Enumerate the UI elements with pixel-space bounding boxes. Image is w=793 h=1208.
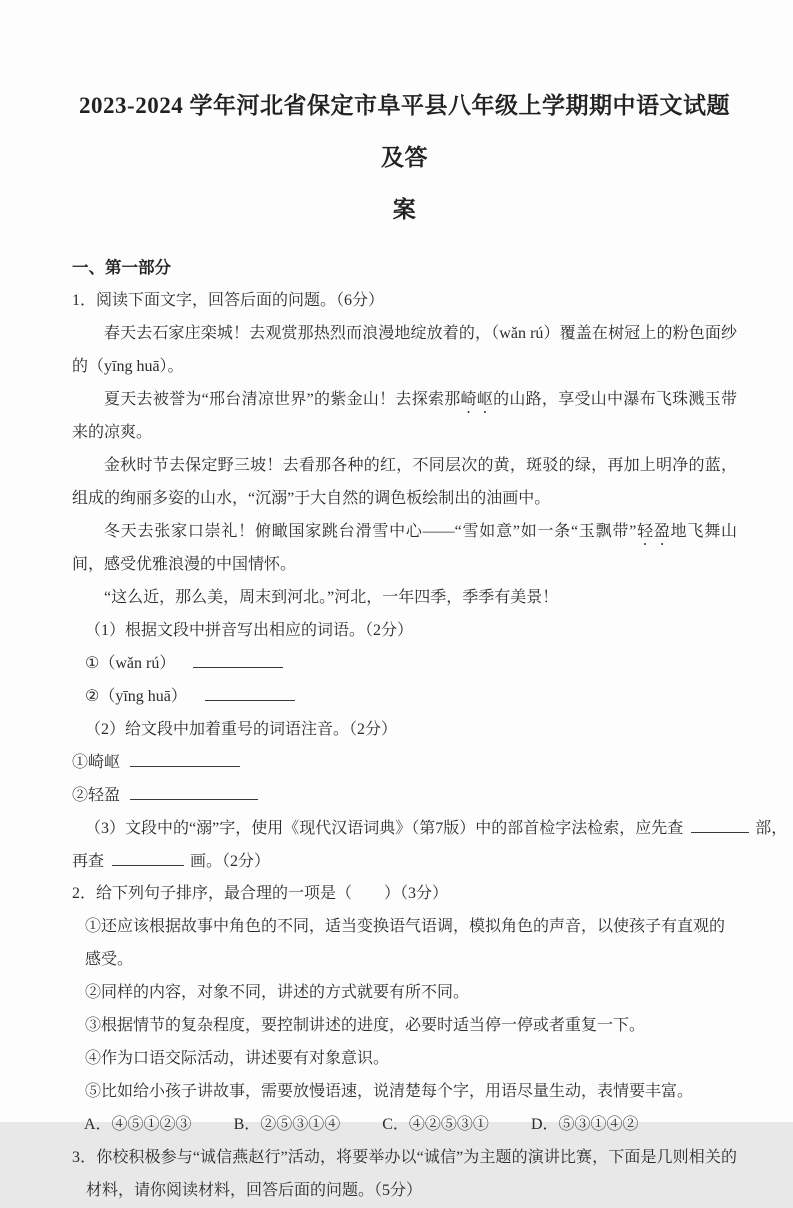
title-line-1: 2023-2024 学年河北省保定市阜平县八年级上学期期中语文试题及答 bbox=[79, 93, 730, 170]
q1-sub2-label: （2）给文段中加着重号的词语注音。（2分） bbox=[85, 720, 398, 738]
q1-sub2-item2 bbox=[72, 780, 737, 813]
answer-blank-strokes bbox=[112, 848, 184, 866]
passage-winter bbox=[72, 516, 737, 582]
question-2-stem: 2．给下列句子排序，最合理的一项是（ ）（3分） bbox=[72, 885, 449, 903]
option-a: A．④⑤①②③ bbox=[84, 1116, 192, 1134]
passage-autumn: 金秋时节去保定野三坡！去看那各种的红，不同层次的黄，斑驳的绿，再加上明净的蓝，组成的绚丽多姿的山水，“沉溺”于大自然的调色板绘制出的油画中。 bbox=[72, 457, 737, 507]
passage-summer-text-after: 的山路，享受山中瀑布飞珠溅玉带来的凉爽。 bbox=[72, 391, 737, 442]
section-heading: 一、第一部分 bbox=[72, 258, 171, 278]
answer-blank-qingying-pinyin bbox=[130, 782, 258, 800]
answer-blank-radical bbox=[691, 815, 749, 833]
emphasized-word-qiqu: 崎岖 bbox=[460, 391, 494, 409]
question-3-stem: 3．你校积极参与“诚信燕赵行”活动，将要举办以“诚信”为主题的演讲比赛，下面是几则相关的材料，请你阅读材料，回答后面的问题。（5分） bbox=[72, 1149, 737, 1200]
q2-sentence-1: ①还应该根据故事中角色的不同，适当变换语气语调，模拟角色的声音，以使孩子有直观的感受。 bbox=[85, 918, 726, 969]
q1-sub3-text1: （3）文段中的“溺”字，使用《现代汉语词典》（第7版）中的部首检字法检索，应先查 bbox=[85, 819, 684, 837]
q2-sentence-3: ③根据情节的复杂程度，要控制讲述的进度，必要时适当停一停或者重复一下。 bbox=[85, 1017, 646, 1035]
answer-blank-qiqu-pinyin bbox=[130, 749, 240, 767]
question-1-stem: 1．阅读下面文字，回答后面的问题。（6分） bbox=[72, 292, 385, 310]
passage-winter-text-after: 地飞舞山间，感受优雅浪漫的中国情怀。 bbox=[72, 522, 737, 573]
q2-sentence-4: ④作为口语交际活动，讲述要有对象意识。 bbox=[85, 1050, 390, 1068]
q1-sub3-line2 bbox=[72, 846, 737, 879]
passage-winter-text: 冬天去张家口崇礼！俯瞰国家跳台滑雪中心——“雪如意”如一条“玉飘带” bbox=[104, 522, 637, 540]
passage-spring: 春天去石家庄栾城！去观赏那热烈而浪漫地绽放着的，（wǎn rú）覆盖在树冠上的粉色面纱的（yīng huā）。 bbox=[72, 325, 737, 376]
document-title bbox=[72, 80, 737, 235]
q1-sub1-item1 bbox=[72, 648, 737, 681]
option-b: B．②⑤③①④ bbox=[233, 1116, 341, 1134]
q1-sub2-item2-label: ②轻盈 bbox=[72, 786, 121, 804]
q1-sub2-item1-label: ①崎岖 bbox=[72, 753, 121, 771]
answer-blank-yinghua bbox=[205, 683, 295, 701]
q1-sub3-text2: 部， bbox=[755, 819, 788, 837]
passage-summer-text: 夏天去被誉为“邢台清凉世界”的紫金山！去探索那 bbox=[104, 391, 461, 409]
q1-sub3-line1 bbox=[72, 813, 788, 846]
q2-options bbox=[72, 1109, 737, 1142]
passage-slogan: “这么近，那么美，周末到河北。”河北，一年四季，季季有美景！ bbox=[104, 588, 559, 606]
emphasized-word-qingying: 轻盈 bbox=[636, 522, 671, 540]
q1-sub3-text4: 画。（2分） bbox=[190, 852, 271, 870]
q1-sub1-item1-label: ①（wǎn rú） bbox=[85, 654, 176, 672]
q1-sub3-text3: 再查 bbox=[72, 852, 105, 870]
q1-sub1-item2-label: ②（yīng huā） bbox=[85, 687, 187, 705]
option-c: C．④②⑤③① bbox=[382, 1116, 489, 1134]
answer-blank-wanru bbox=[193, 650, 283, 668]
q1-sub1-label: （1）根据文段中拼音写出相应的词语。（2分） bbox=[85, 621, 414, 639]
q1-sub1-item2 bbox=[72, 681, 737, 714]
q1-sub2-item1 bbox=[72, 747, 737, 780]
title-line-2: 案 bbox=[392, 196, 417, 222]
q2-sentence-5: ⑤比如给小孩子讲故事，需要放慢语速，说清楚每个字，用语尽量生动，表情要丰富。 bbox=[85, 1083, 694, 1101]
passage-summer bbox=[72, 384, 737, 450]
q2-sentence-2: ②同样的内容，对象不同，讲述的方式就要有所不同。 bbox=[85, 984, 470, 1002]
option-d: D．⑤③①④② bbox=[530, 1116, 639, 1134]
